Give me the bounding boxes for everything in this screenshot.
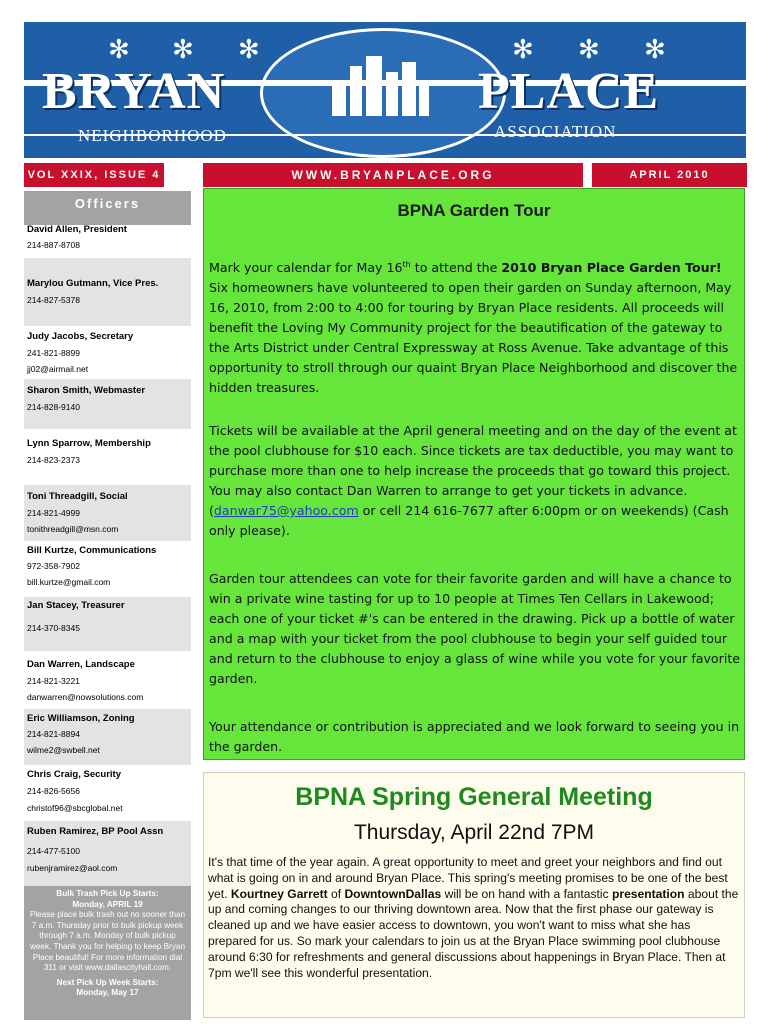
officers-sidebar — [24, 191, 191, 1020]
logo-word-place: PLACE — [478, 63, 660, 120]
officer-entry — [24, 709, 191, 765]
officer-entry — [24, 485, 191, 541]
skyline-icon — [324, 52, 434, 116]
officer-phone: 214-826-5656 — [27, 786, 80, 796]
email-link[interactable]: danwar75@yahoo.com — [213, 503, 359, 518]
officer-name: Sharon Smith, Webmaster — [27, 385, 146, 396]
officer-entry — [24, 765, 191, 821]
officer-name: Marylou Gutmann, Vice Pres. — [27, 278, 159, 289]
officer-phone: 214-821-4999 — [27, 508, 80, 518]
garden-paragraph-4: Your attendance or contribution is appreciated and we look forward to seeing you in the garden. — [209, 719, 740, 754]
officer-name: Toni Threadgill, Social — [27, 491, 128, 502]
officer-email[interactable]: christof96@sbcglobal.net — [27, 803, 123, 813]
officer-name: Eric Williamson, Zoning — [27, 713, 135, 724]
officer-email[interactable]: tonithreadgill@msn.com — [27, 524, 119, 534]
general-meeting-article — [203, 772, 745, 1018]
officer-entry — [24, 258, 191, 326]
officer-entry — [24, 218, 191, 258]
officer-phone: 241-821-8899 — [27, 348, 80, 358]
officer-phone: 214-821-3221 — [27, 676, 80, 686]
next-pickup-date: Monday, May 17 — [76, 988, 139, 998]
officer-entry — [24, 429, 191, 485]
trash-date: Monday, APRIL 19 — [72, 899, 143, 909]
star-icon: ✻ — [644, 34, 666, 64]
officer-phone: 214-370-8345 — [27, 623, 80, 633]
officer-entry — [24, 379, 191, 429]
garden-tour-title: BPNA Garden Tour — [397, 201, 551, 220]
officer-entry — [24, 597, 191, 651]
officer-email[interactable]: jj02@airmail.net — [27, 364, 89, 374]
officer-name: Dan Warren, Landscape — [27, 659, 135, 670]
officer-phone: 214-827-5378 — [27, 295, 80, 305]
issue-label: VOL XXIX, ISSUE 4 — [24, 163, 164, 187]
officer-name: Jan Stacey, Treasurer — [27, 600, 125, 611]
next-pickup-heading: Next Pick Up Week Starts: — [56, 977, 159, 987]
officer-phone: 214-477-5100 — [27, 846, 80, 856]
officer-phone: 214-887-8708 — [27, 240, 80, 250]
officer-name: Bill Kurtze, Communications — [27, 545, 157, 556]
star-icon: ✻ — [238, 34, 260, 64]
officer-name: David Allen, President — [27, 224, 127, 235]
officers-heading: Officers — [24, 191, 191, 225]
officer-email[interactable]: rubenjramirez@aol.com — [27, 863, 118, 873]
garden-paragraph-3: Garden tour attendees can vote for their favorite garden and will have a chance to win a private wine tasting for up to 10 people at Times Ten Cellars in Lakewood; each one of your ticket #'s can be entered in the drawing. Pick up a bottle of water and a map with your ticket from the pool clubhouse to begin your self guided tour and return to the clubhouse to enjoy a glass of wine while you vote for your favorite garden. — [209, 571, 741, 686]
star-icon: ✻ — [108, 34, 130, 64]
meeting-date: Thursday, April 22nd 7PM — [353, 821, 595, 844]
masthead-logo — [24, 22, 746, 158]
star-icon: ✻ — [512, 34, 534, 64]
officer-phone: 214-821-8894 — [27, 729, 80, 739]
logo-neighborhood: NEIGHBORHOOD — [78, 126, 227, 145]
officer-name: Chris Craig, Security — [27, 769, 121, 780]
officer-name: Lynn Sparrow, Membership — [27, 438, 151, 449]
officer-name: Judy Jacobs, Secretary — [27, 331, 134, 342]
officer-email[interactable]: danwarren@nowsolutions.com — [27, 692, 144, 702]
officer-entry — [24, 326, 191, 383]
trash-body: Please place bulk trash out no sooner than 7 a.m. Thursday prior to bulk pickup week through 7 a.m. Monday of bulk pickup week. Thank you for helping to keep Bryan Place beautiful! For more information dial 311 or visit www.dallascityhall.com. — [29, 910, 186, 973]
logo-association: ASSOCIATION — [494, 122, 617, 141]
officer-phone: 972-358-7902 — [27, 561, 80, 571]
website-link[interactable]: WWW.BRYANPLACE.ORG — [203, 163, 583, 187]
officer-name: Ruben Ramirez, BP Pool Assn — [27, 826, 164, 837]
issue-date: APRIL 2010 — [592, 163, 747, 187]
star-icon: ✻ — [172, 34, 194, 64]
garden-paragraph-1: Mark your calendar for May 16th to attend the 2010 Bryan Place Garden Tour! Six homeowners have volunteered to open their garden on Sunday afternoon, May 16, 2010, from 2:00 to 4:00 for touring by Bryan Place residents. All proceeds will benefit the Loving My Community project for the beautification of the gateway to the Arts District under Central Expressway at Ross Avenue. Take advantage of this opportunity to stroll through our quaint Bryan Place Neighborhood and discover the hidden treasures. — [209, 260, 738, 396]
meeting-body: It's that time of the year again. A great opportunity to meet and greet your neighbors and find out what is going on in and around Bryan Place. This spring's meeting promises to be one of the best yet. Kourtney Garrett of DowntownDallas will be on hand with a fantastic presentation about the up and coming changes to our thriving downtown area. Now that the first phase our gateway is cleaned up and we have easier access to downtown, you won't want to miss what she has prepared for us. So mark your calendars to join us at the Bryan Place swimming pool clubhouse around 6:30 for refreshments and general discussions about happenings in Bryan Place. Then at 7pm we'll see this wonderful presentation. — [208, 855, 739, 980]
logo-word-bryan: BRYAN — [42, 63, 226, 120]
star-icon: ✻ — [578, 34, 600, 64]
officer-email[interactable]: wilme2@swbell.net — [27, 745, 100, 755]
garden-tour-article — [203, 188, 745, 760]
bulk-trash-notice — [24, 886, 191, 1020]
trash-heading: Bulk Trash Pick Up Starts: — [56, 889, 159, 898]
officer-phone: 214-823-2373 — [27, 455, 80, 465]
officer-entry — [24, 821, 191, 886]
officer-entry — [24, 651, 191, 709]
garden-paragraph-2: Tickets will be available at the April general meeting and on the day of the event at the pool clubhouse for $10 each. Since tickets are tax deductible, you may want to purchase more than one to help increase the proceeds that go toward this project. You may also contact Dan Warren to arrange to get your tickets in advance. (danwar75@yahoo.com or cell 214 616-7677 after 6:00pm or on weekends) (Cash only please). — [209, 423, 737, 538]
officer-email[interactable]: bill.kurtze@gmail.com — [27, 577, 111, 587]
officer-entry — [24, 541, 191, 597]
officer-phone: 214-828-9140 — [27, 402, 80, 412]
meeting-title: BPNA Spring General Meeting — [295, 783, 653, 811]
